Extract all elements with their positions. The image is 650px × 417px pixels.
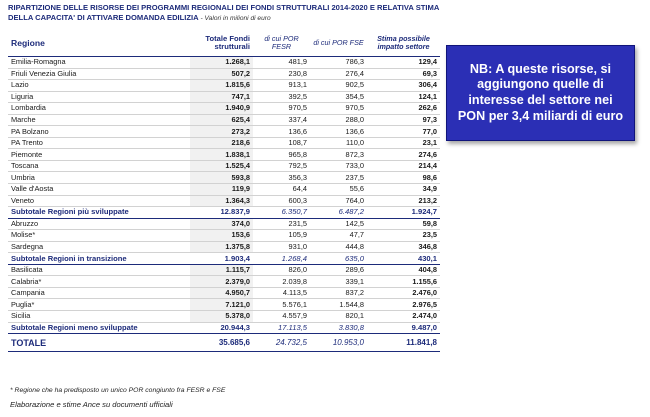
cell-totale: 7.121,0 bbox=[190, 299, 253, 311]
subtotal-row bbox=[8, 253, 440, 265]
cell-fse: 733,0 bbox=[310, 160, 367, 172]
cell-totale: 1.838,1 bbox=[190, 149, 253, 161]
cell-fesr: 792,5 bbox=[253, 160, 310, 172]
cell-stima: 404,8 bbox=[367, 264, 440, 276]
cell-stima: 98,6 bbox=[367, 172, 440, 184]
cell-stima: 23,5 bbox=[367, 230, 440, 242]
table-row bbox=[8, 218, 440, 230]
table-row bbox=[8, 311, 440, 323]
cell-fse: 1.544,8 bbox=[310, 299, 367, 311]
cell-totale: 2.379,0 bbox=[190, 276, 253, 288]
cell-fse: 110,0 bbox=[310, 137, 367, 149]
cell-fesr: 230,8 bbox=[253, 68, 310, 80]
cell-totale: 747,1 bbox=[190, 91, 253, 103]
cell-stima: 430,1 bbox=[367, 253, 440, 265]
cell-regione: Puglia* bbox=[8, 299, 190, 311]
cell-stima: 124,1 bbox=[367, 91, 440, 103]
cell-stima: 2.976,5 bbox=[367, 299, 440, 311]
table-row bbox=[8, 126, 440, 138]
cell-totale: 374,0 bbox=[190, 218, 253, 230]
cell-fesr: 392,5 bbox=[253, 91, 310, 103]
cell-fesr: 931,0 bbox=[253, 241, 310, 253]
table-row bbox=[8, 184, 440, 196]
cell-regione: Sicilia bbox=[8, 311, 190, 323]
cell-regione: Abruzzo bbox=[8, 218, 190, 230]
cell-stima: 59,8 bbox=[367, 218, 440, 230]
cell-regione: Liguria bbox=[8, 91, 190, 103]
cell-totale: 1.375,8 bbox=[190, 241, 253, 253]
cell-fesr: 337,4 bbox=[253, 114, 310, 126]
subtotal-label: Subtotale Regioni in transizione bbox=[8, 253, 190, 265]
cell-regione: Lazio bbox=[8, 80, 190, 92]
cell-stima: 274,6 bbox=[367, 149, 440, 161]
cell-fse: 970,5 bbox=[310, 103, 367, 115]
table-row bbox=[8, 160, 440, 172]
cell-totale: 5.378,0 bbox=[190, 311, 253, 323]
table-row bbox=[8, 172, 440, 184]
cell-fesr: 481,9 bbox=[253, 57, 310, 69]
cell-fse: 444,8 bbox=[310, 241, 367, 253]
cell-regione: Molise* bbox=[8, 230, 190, 242]
cell-fesr: 1.268,4 bbox=[253, 253, 310, 265]
cell-fesr: 6.350,7 bbox=[253, 207, 310, 219]
cell-stima: 346,8 bbox=[367, 241, 440, 253]
cell-stima: 1.155,6 bbox=[367, 276, 440, 288]
cell-regione: PA Bolzano bbox=[8, 126, 190, 138]
cell-fse: 902,5 bbox=[310, 80, 367, 92]
funds-table bbox=[8, 30, 440, 352]
cell-stima: 306,4 bbox=[367, 80, 440, 92]
cell-stima: 69,3 bbox=[367, 68, 440, 80]
cell-fse: 276,4 bbox=[310, 68, 367, 80]
nb-callout-box: NB: A queste risorse, si aggiungono quelle di interesse del settore nei PON per 3,4 miliardi di euro bbox=[446, 45, 635, 141]
table-row bbox=[8, 68, 440, 80]
cell-fse: 289,6 bbox=[310, 264, 367, 276]
cell-fse: 786,3 bbox=[310, 57, 367, 69]
table-row bbox=[8, 287, 440, 299]
table-row bbox=[8, 195, 440, 207]
table-row bbox=[8, 91, 440, 103]
cell-regione: Toscana bbox=[8, 160, 190, 172]
cell-fesr: 108,7 bbox=[253, 137, 310, 149]
cell-fse: 142,5 bbox=[310, 218, 367, 230]
title-unit-note: Valori in milioni di euro bbox=[204, 15, 271, 22]
cell-totale: 1.903,4 bbox=[190, 253, 253, 265]
subtotal-row bbox=[8, 322, 440, 334]
cell-regione: Marche bbox=[8, 114, 190, 126]
total-fse: 10.953,0 bbox=[310, 334, 367, 352]
cell-fse: 872,3 bbox=[310, 149, 367, 161]
cell-stima: 213,2 bbox=[367, 195, 440, 207]
cell-fesr: 600,3 bbox=[253, 195, 310, 207]
cell-fse: 288,0 bbox=[310, 114, 367, 126]
cell-stima: 214,4 bbox=[367, 160, 440, 172]
cell-fse: 6.487,2 bbox=[310, 207, 367, 219]
cell-totale: 593,8 bbox=[190, 172, 253, 184]
table-row bbox=[8, 264, 440, 276]
subtotal-label: Subtotale Regioni più sviluppate bbox=[8, 207, 190, 219]
cell-totale: 218,6 bbox=[190, 137, 253, 149]
cell-fesr: 2.039,8 bbox=[253, 276, 310, 288]
header-row bbox=[8, 30, 440, 57]
cell-stima: 77,0 bbox=[367, 126, 440, 138]
total-label: TOTALE bbox=[8, 334, 190, 352]
cell-fesr: 5.576,1 bbox=[253, 299, 310, 311]
cell-fse: 3.830,8 bbox=[310, 322, 367, 334]
cell-stima: 1.924,7 bbox=[367, 207, 440, 219]
cell-totale: 153,6 bbox=[190, 230, 253, 242]
table-row bbox=[8, 299, 440, 311]
cell-fesr: 356,3 bbox=[253, 172, 310, 184]
cell-fse: 635,0 bbox=[310, 253, 367, 265]
cell-regione: Sardegna bbox=[8, 241, 190, 253]
table-row bbox=[8, 276, 440, 288]
total-stima: 11.841,8 bbox=[367, 334, 440, 352]
table-row bbox=[8, 230, 440, 242]
cell-stima: 97,3 bbox=[367, 114, 440, 126]
total-totale: 35.685,6 bbox=[190, 334, 253, 352]
cell-stima: 23,1 bbox=[367, 137, 440, 149]
cell-fesr: 64,4 bbox=[253, 184, 310, 196]
total-fesr: 24.732,5 bbox=[253, 334, 310, 352]
cell-fse: 55,6 bbox=[310, 184, 367, 196]
cell-fesr: 826,0 bbox=[253, 264, 310, 276]
header-totale-fondi: Totale Fondi strutturali bbox=[190, 30, 253, 57]
cell-fesr: 17.113,5 bbox=[253, 322, 310, 334]
cell-regione: PA Trento bbox=[8, 137, 190, 149]
header-stima: Stima possibile impatto settore bbox=[367, 30, 440, 57]
cell-stima: 2.476,0 bbox=[367, 287, 440, 299]
cell-fse: 820,1 bbox=[310, 311, 367, 323]
table-row bbox=[8, 137, 440, 149]
subtotal-label: Subtotale Regioni meno sviluppate bbox=[8, 322, 190, 334]
cell-regione: Calabria* bbox=[8, 276, 190, 288]
cell-totale: 119,9 bbox=[190, 184, 253, 196]
table-row bbox=[8, 103, 440, 115]
cell-totale: 20.944,3 bbox=[190, 322, 253, 334]
cell-totale: 4.950,7 bbox=[190, 287, 253, 299]
cell-totale: 1.364,3 bbox=[190, 195, 253, 207]
cell-fesr: 965,8 bbox=[253, 149, 310, 161]
cell-regione: Lombardia bbox=[8, 103, 190, 115]
cell-fesr: 970,5 bbox=[253, 103, 310, 115]
cell-fse: 354,5 bbox=[310, 91, 367, 103]
cell-fse: 237,5 bbox=[310, 172, 367, 184]
table-title bbox=[8, 3, 448, 24]
table-row bbox=[8, 241, 440, 253]
cell-regione: Friuli Venezia Giulia bbox=[8, 68, 190, 80]
cell-totale: 625,4 bbox=[190, 114, 253, 126]
table-body bbox=[8, 57, 440, 352]
subtotal-row bbox=[8, 207, 440, 219]
title-main: RIPARTIZIONE DELLE RISORSE DEI PROGRAMMI REGIONALI DEI FONDI STRUTTURALI 2014-2020 E RELATIVA STIMA DELLA CAPACITA' DI ATTIVARE DOMANDA EDILIZIA bbox=[8, 3, 440, 22]
cell-stima: 34,9 bbox=[367, 184, 440, 196]
cell-totale: 1.525,4 bbox=[190, 160, 253, 172]
cell-fse: 339,1 bbox=[310, 276, 367, 288]
cell-regione: Piemonte bbox=[8, 149, 190, 161]
cell-totale: 507,2 bbox=[190, 68, 253, 80]
cell-totale: 1.268,1 bbox=[190, 57, 253, 69]
cell-fse: 764,0 bbox=[310, 195, 367, 207]
cell-fse: 837,2 bbox=[310, 287, 367, 299]
footnote: * Regione che ha predisposto un unico POR congiunto fra FESR e FSE bbox=[10, 387, 226, 394]
cell-fesr: 4.557,9 bbox=[253, 311, 310, 323]
table-row bbox=[8, 114, 440, 126]
cell-fesr: 231,5 bbox=[253, 218, 310, 230]
cell-regione: Campania bbox=[8, 287, 190, 299]
cell-regione: Basilicata bbox=[8, 264, 190, 276]
cell-totale: 1.815,6 bbox=[190, 80, 253, 92]
cell-fesr: 913,1 bbox=[253, 80, 310, 92]
header-regione: Regione bbox=[8, 30, 190, 57]
cell-regione: Valle d'Aosta bbox=[8, 184, 190, 196]
cell-stima: 129,4 bbox=[367, 57, 440, 69]
cell-stima: 2.474,0 bbox=[367, 311, 440, 323]
cell-fesr: 105,9 bbox=[253, 230, 310, 242]
header-fesr: di cui POR FESR bbox=[253, 30, 310, 57]
cell-fse: 47,7 bbox=[310, 230, 367, 242]
cell-totale: 1.940,9 bbox=[190, 103, 253, 115]
title-separator: - bbox=[198, 15, 205, 22]
cell-stima: 9.487,0 bbox=[367, 322, 440, 334]
table-row bbox=[8, 149, 440, 161]
cell-regione: Veneto bbox=[8, 195, 190, 207]
cell-fesr: 4.113,5 bbox=[253, 287, 310, 299]
cell-stima: 262,6 bbox=[367, 103, 440, 115]
cell-totale: 1.115,7 bbox=[190, 264, 253, 276]
source-note: Elaborazione e stime Ance su documenti ufficiali bbox=[10, 400, 173, 409]
cell-regione: Umbria bbox=[8, 172, 190, 184]
cell-fse: 136,6 bbox=[310, 126, 367, 138]
cell-fesr: 136,6 bbox=[253, 126, 310, 138]
total-row bbox=[8, 334, 440, 352]
table-row bbox=[8, 80, 440, 92]
cell-regione: Emilia-Romagna bbox=[8, 57, 190, 69]
header-fse: di cui POR FSE bbox=[310, 30, 367, 57]
cell-totale: 12.837,9 bbox=[190, 207, 253, 219]
table-row bbox=[8, 57, 440, 69]
cell-totale: 273,2 bbox=[190, 126, 253, 138]
